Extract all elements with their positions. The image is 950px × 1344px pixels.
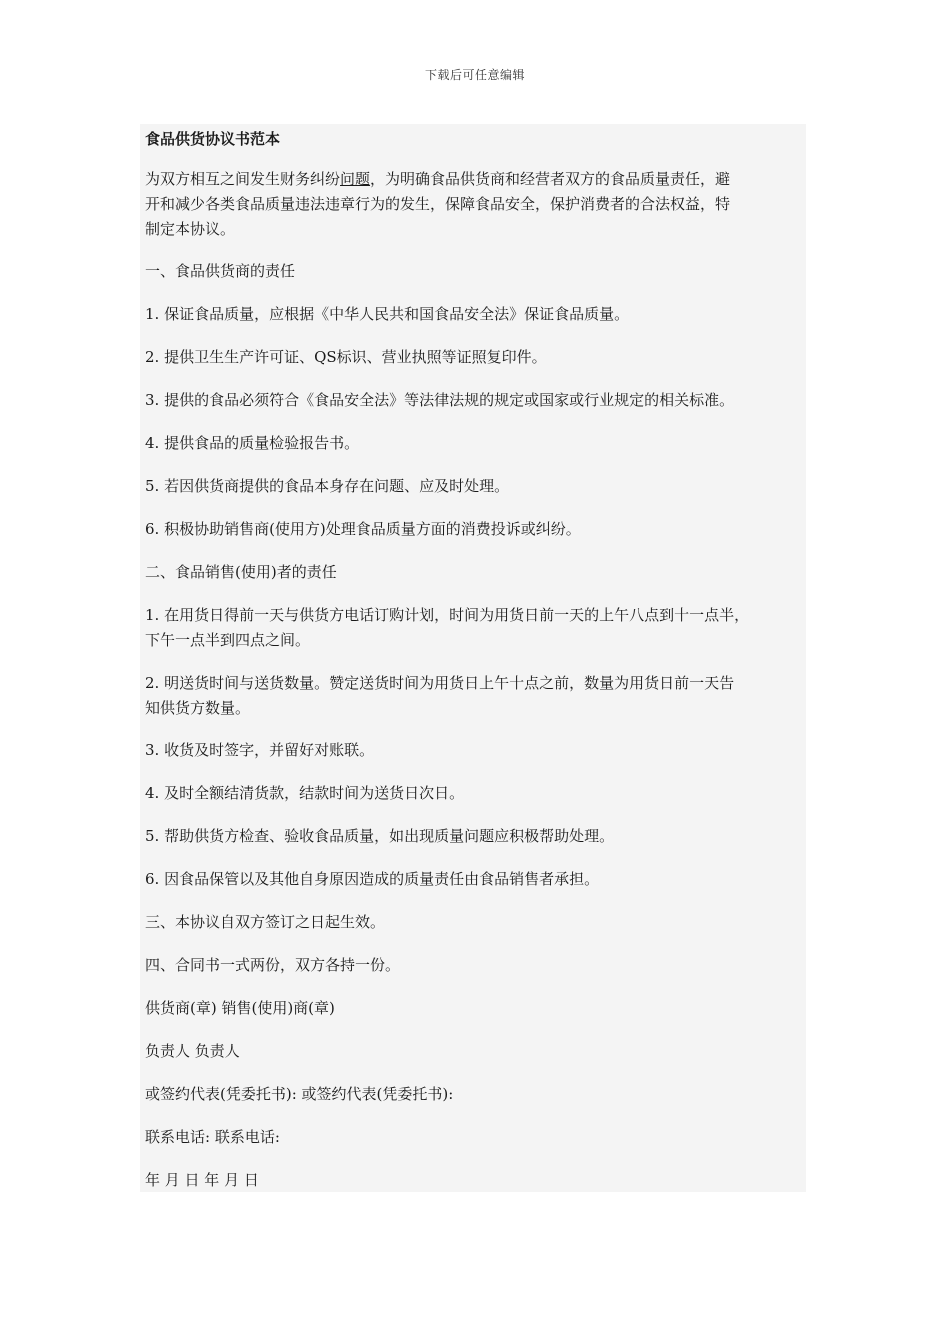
section2-heading: 二、食品销售(使用)者的责任 bbox=[145, 563, 337, 581]
signature-parties: 供货商(章) 销售(使用)商(章) bbox=[145, 999, 335, 1017]
section1-item-4: 4. 提供食品的质量检验报告书。 bbox=[145, 434, 360, 452]
section1-item-1: 1. 保证食品质量，应根据《中华人民共和国食品安全法》保证食品质量。 bbox=[145, 305, 630, 323]
intro-line-1-start: 为双方相互之间发生财务纠纷 bbox=[145, 170, 341, 188]
section2-item-2-line-1: 2. 明送货时间与送货数量。赞定送货时间为用货日上午十点之前，数量为用货日前一天告 bbox=[145, 674, 735, 692]
section1-item-6: 6. 积极协助销售商(使用方)处理食品质量方面的消费投诉或纠纷。 bbox=[145, 520, 581, 538]
section2-item-5: 5. 帮助供货方检查、验收食品质量，如出现质量问题应积极帮助处理。 bbox=[145, 827, 615, 845]
signature-date: 年 月 日 年 月 日 bbox=[145, 1171, 259, 1189]
signature-representative: 或签约代表(凭委托书): 或签约代表(凭委托书): bbox=[145, 1085, 454, 1103]
section2-item-4: 4. 及时全额结清货款，结款时间为送货日次日。 bbox=[145, 784, 465, 802]
section1-heading: 一、食品供货商的责任 bbox=[145, 262, 296, 280]
section1-item-3: 3. 提供的食品必须符合《食品安全法》等法律法规的规定或国家或行业规定的相关标准。 bbox=[145, 391, 735, 409]
content-block-background bbox=[140, 124, 806, 1192]
section2-item-2 bbox=[145, 671, 825, 721]
header-note: 下载后可任意编辑 bbox=[424, 68, 525, 82]
intro-line-1 bbox=[145, 167, 825, 192]
section3-text: 三、本协议自双方签订之日起生效。 bbox=[145, 913, 386, 931]
intro-line-1-end: ，为明确食品供货商和经营者双方的食品质量责任，避 bbox=[370, 170, 731, 188]
intro-line-3: 制定本协议。 bbox=[145, 220, 236, 238]
section2-item-1 bbox=[145, 603, 825, 653]
section2-item-6: 6. 因食品保管以及其他自身原因造成的质量责任由食品销售者承担。 bbox=[145, 870, 600, 888]
section2-item-1-line-2: 下午一点半到四点之间。 bbox=[145, 631, 311, 649]
section1-item-2: 2. 提供卫生生产许可证、QS标识、营业执照等证照复印件。 bbox=[145, 348, 547, 366]
section1-item-5: 5. 若因供货商提供的食品本身存在问题、应及时处理。 bbox=[145, 477, 510, 495]
section2-item-2-line-2: 知供货方数量。 bbox=[145, 699, 251, 717]
intro-line-2: 开和减少各类食品质量违法违章行为的发生，保障食品安全，保护消费者的合法权益，特 bbox=[145, 195, 731, 213]
section2-item-1-line-1: 1. 在用货日得前一天与供货方电话订购计划，时间为用货日前一天的上午八点到十一点半， bbox=[145, 606, 750, 624]
signature-responsible: 负责人 负责人 bbox=[145, 1042, 240, 1060]
document-title: 食品供货协议书范本 bbox=[145, 130, 281, 148]
section2-item-3: 3. 收货及时签字，并留好对账联。 bbox=[145, 741, 375, 759]
signature-phone: 联系电话: 联系电话: bbox=[145, 1128, 280, 1146]
problem-link[interactable]: 问题 bbox=[340, 170, 371, 188]
section4-text: 四、合同书一式两份，双方各持一份。 bbox=[145, 956, 401, 974]
intro-paragraph bbox=[145, 167, 825, 242]
